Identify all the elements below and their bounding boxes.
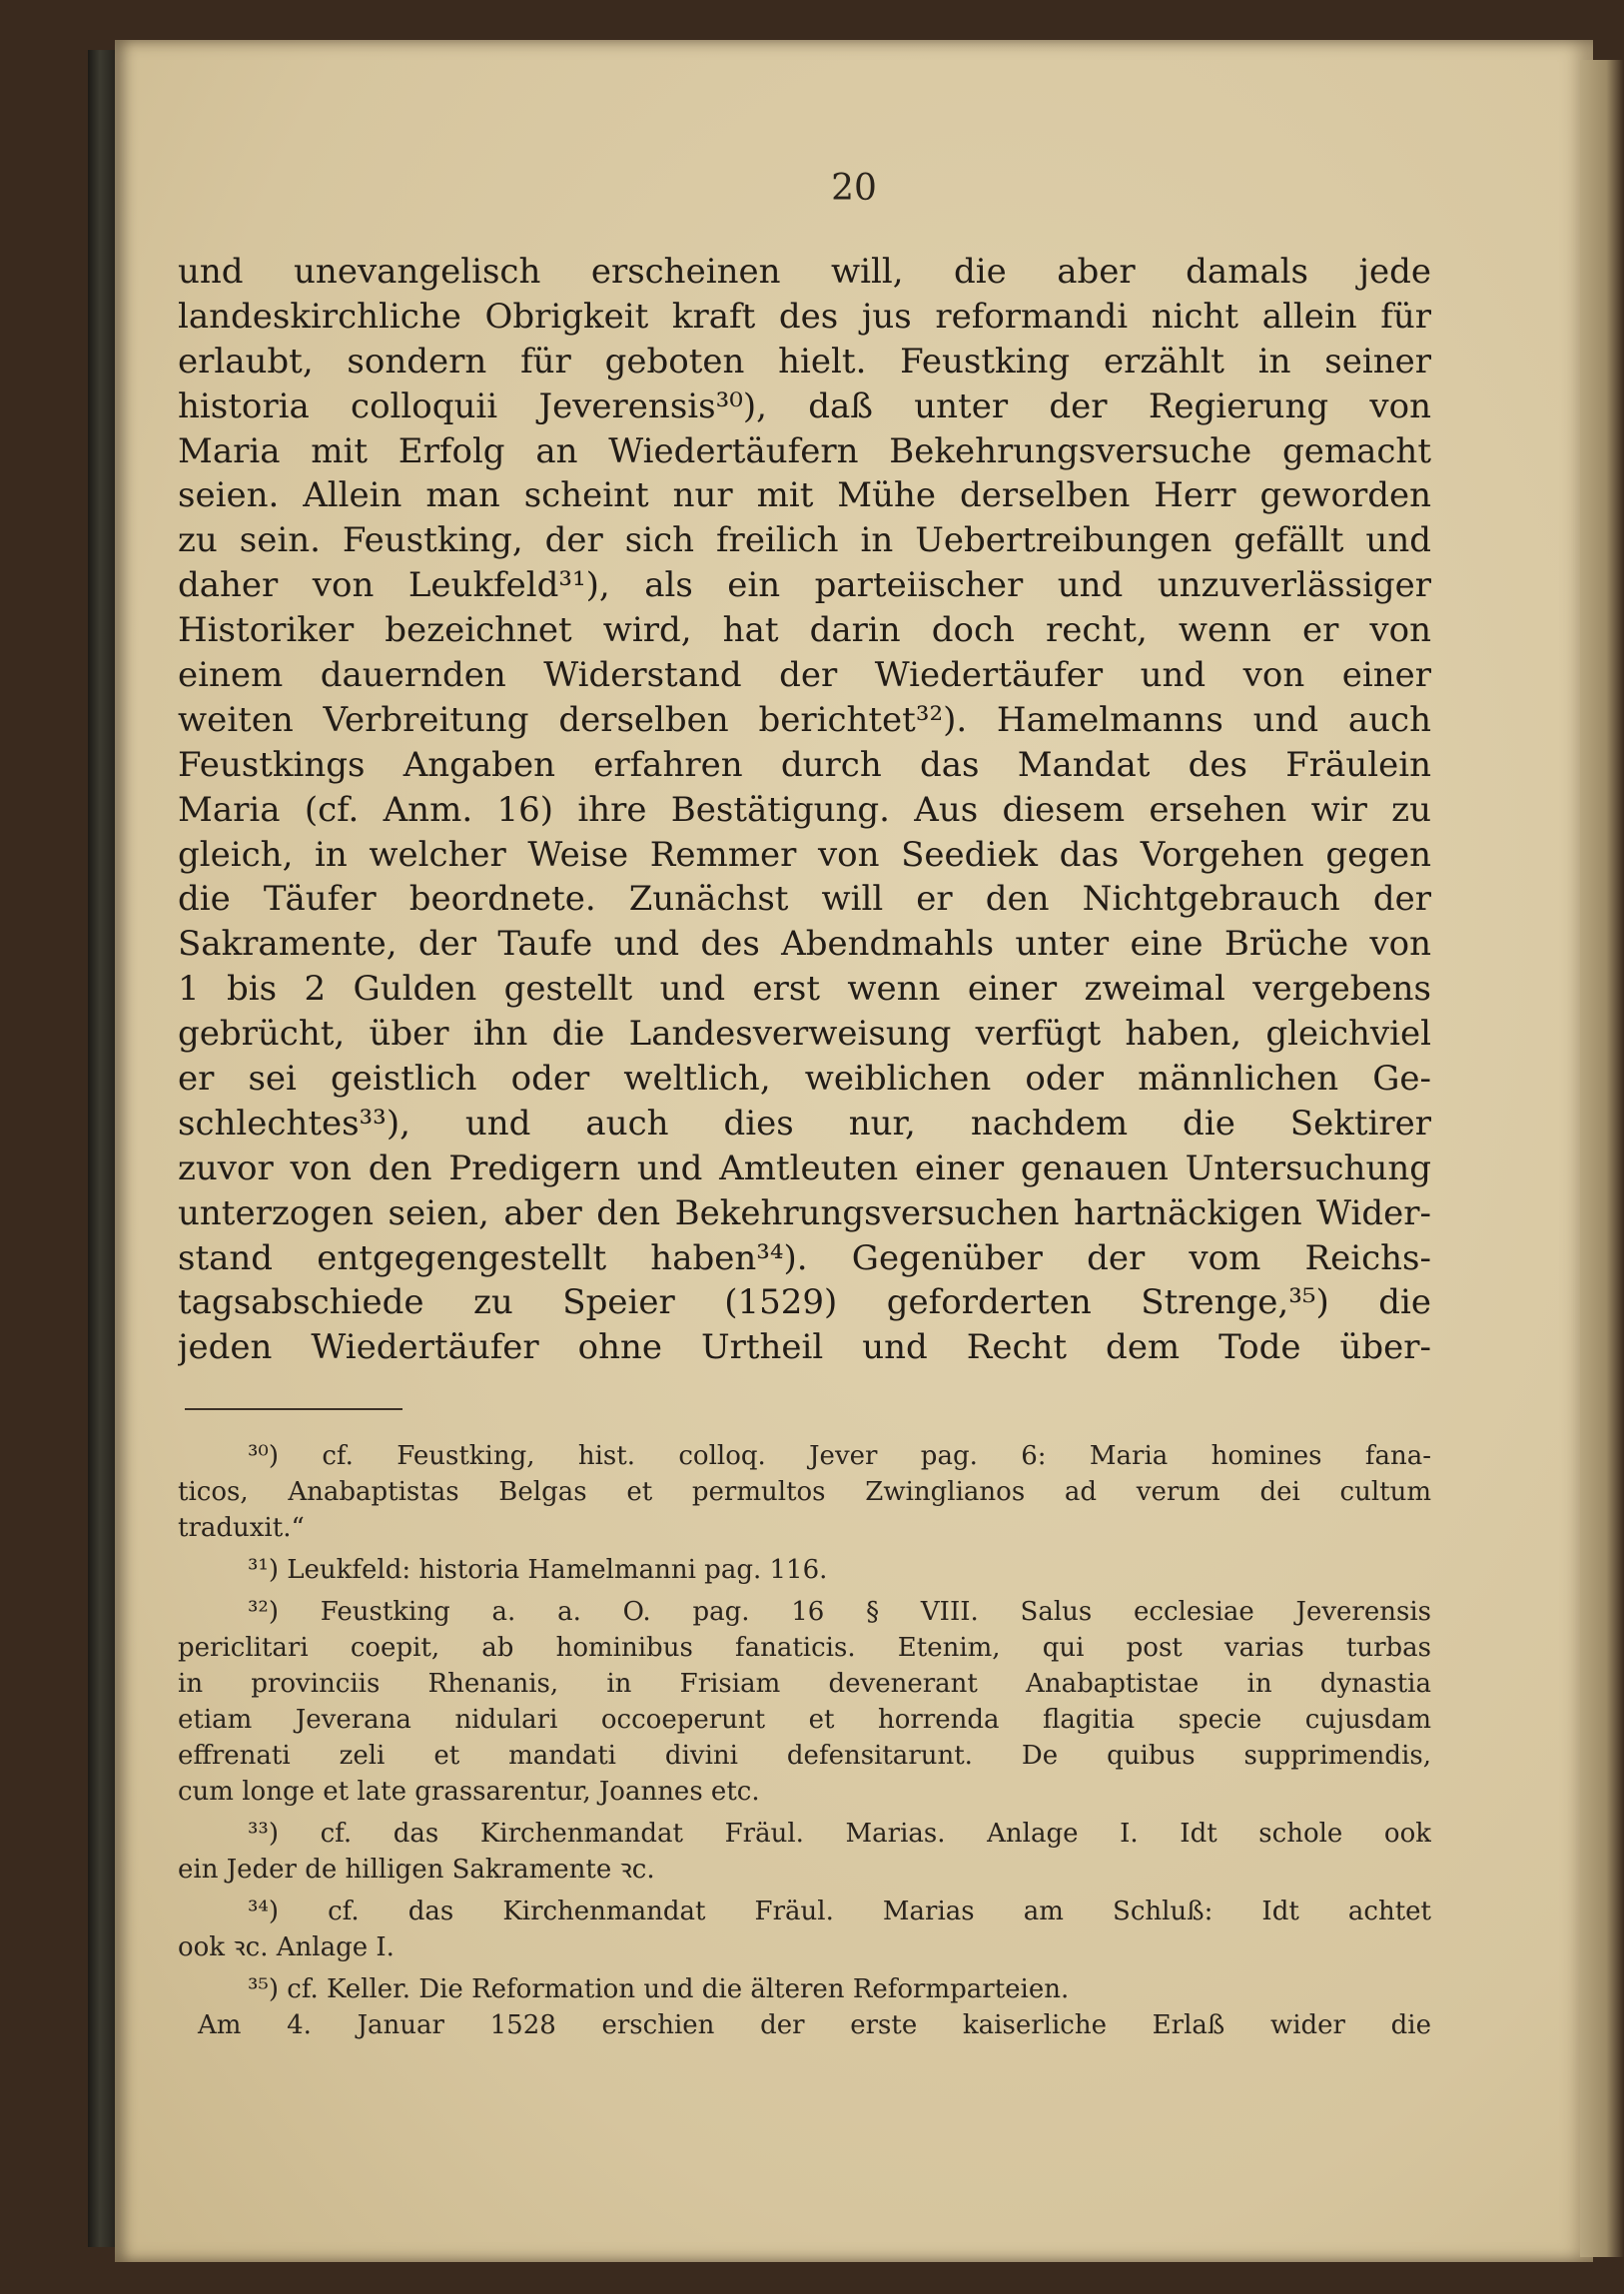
footnote-line: periclitari coepit, ab hominibus fanaticis. Etenim, qui post varias turbas bbox=[178, 1633, 1431, 1663]
body-line: schlechtes³³), und auch dies nur, nachdem die Sektirer bbox=[178, 1103, 1431, 1144]
footnotes bbox=[178, 1438, 1431, 2049]
footnote-line: ³³) cf. das Kirchenmandat Fräul. Marias. Anlage I. Idt schole ook bbox=[248, 1819, 1431, 1849]
footnote-line: ³²) Feustking a. a. O. pag. 16 § VIII. Salus ecclesiae Jeverensis bbox=[248, 1597, 1431, 1627]
footnote-line: ³¹) Leukfeld: historia Hamelmanni pag. 116. bbox=[248, 1555, 828, 1585]
footnote-32 bbox=[178, 1594, 1431, 1810]
body-line: zuvor von den Predigern und Amtleuten einer genauen Untersuchung bbox=[178, 1147, 1431, 1188]
body-line: weiten Verbreitung derselben berichtet³²). Hamelmanns und auch bbox=[178, 699, 1431, 740]
footnote-line: ticos, Anabaptistas Belgas et permultos Zwinglianos ad verum dei cultum bbox=[178, 1477, 1431, 1507]
footnote-line: traduxit.“ bbox=[178, 1513, 305, 1543]
footnote-35 bbox=[178, 1971, 1431, 2043]
page-edge bbox=[1580, 60, 1624, 2257]
body-line: Historiker bezeichnet wird, hat darin doch recht, wenn er von bbox=[178, 610, 1431, 651]
footnote-33 bbox=[178, 1816, 1431, 1888]
body-line: gleich, in welcher Weise Remmer von Seediek das Vorgehen gegen bbox=[178, 834, 1431, 875]
body-line: und unevangelisch erscheinen will, die aber damals jede bbox=[178, 252, 1431, 292]
body-line: zu sein. Feustking, der sich freilich in Uebertreibungen gefällt und bbox=[178, 520, 1431, 561]
footnote-line: etiam Jeverana nidulari occoeperunt et horrenda flagitia specie cujusdam bbox=[178, 1705, 1431, 1735]
footnote-line: in provinciis Rhenanis, in Frisiam devenerant Anabaptistae in dynastia bbox=[178, 1669, 1431, 1699]
body-line: stand entgegengestellt haben³⁴). Gegenüber der vom Reichs- bbox=[178, 1237, 1431, 1278]
body-line: er sei geistlich oder weltlich, weiblichen oder männlichen Ge- bbox=[178, 1059, 1431, 1100]
footnote-line: effrenati zeli et mandati divini defensitarunt. De quibus supprimendis, bbox=[178, 1741, 1431, 1771]
body-line: die Täufer beordnete. Zunächst will er den Nichtgebrauch der bbox=[178, 879, 1431, 920]
body-line: 1 bis 2 Gulden gestellt und erst wenn einer zweimal vergebens bbox=[178, 969, 1431, 1010]
body-line: landeskirchliche Obrigkeit kraft des jus reformandi nicht allein für bbox=[178, 296, 1431, 337]
footnote-30 bbox=[178, 1438, 1431, 1546]
body-line: Maria mit Erfolg an Wiedertäufern Bekehrungsversuche gemacht bbox=[178, 430, 1431, 471]
book-spine bbox=[88, 50, 118, 2247]
footnote-line: ³⁰) cf. Feustking, hist. colloq. Jever pag. 6: Maria homines fana- bbox=[248, 1441, 1431, 1471]
footnote-line: ³⁴) cf. das Kirchenmandat Fräul. Marias am Schluß: Idt achtet bbox=[248, 1897, 1431, 1926]
body-line: gebrücht, über ihn die Landesverweisung verfügt haben, gleichviel bbox=[178, 1014, 1431, 1055]
body-text bbox=[178, 250, 1431, 1370]
page-number: 20 bbox=[831, 168, 877, 209]
body-line: Sakramente, der Taufe und des Abendmahls unter eine Brüche von bbox=[178, 924, 1431, 965]
footnote-31 bbox=[178, 1552, 1431, 1588]
body-line: seien. Allein man scheint nur mit Mühe derselben Herr geworden bbox=[178, 475, 1431, 516]
body-line: einem dauernden Widerstand der Wiedertäufer und von einer bbox=[178, 655, 1431, 696]
body-line: historia colloquii Jeverensis³⁰), daß unter der Regierung von bbox=[178, 385, 1431, 426]
body-line: tagsabschiede zu Speier (1529) geforderten Strenge,³⁵) die bbox=[178, 1282, 1431, 1323]
body-line: Feustkings Angaben erfahren durch das Mandat des Fräulein bbox=[178, 744, 1431, 785]
body-line: daher von Leukfeld³¹), als ein parteiischer und unzuverlässiger bbox=[178, 565, 1431, 606]
footnote-line: Am 4. Januar 1528 erschien der erste kaiserliche Erlaß wider die bbox=[198, 2010, 1431, 2040]
footnote-line: ein Jeder de hilligen Sakramente ꝛc. bbox=[178, 1855, 655, 1885]
footnote-line: ³⁵) cf. Keller. Die Reformation und die älteren Reformparteien. bbox=[248, 1974, 1070, 2004]
body-line: unterzogen seien, aber den Bekehrungsversuchen hartnäckigen Wider- bbox=[178, 1192, 1431, 1233]
footnote-34 bbox=[178, 1894, 1431, 1965]
body-line: Maria (cf. Anm. 16) ihre Bestätigung. Aus diesem ersehen wir zu bbox=[178, 789, 1431, 830]
footnote-line: cum longe et late grassarentur, Joannes etc. bbox=[178, 1777, 760, 1807]
body-line: jeden Wiedertäufer ohne Urtheil und Recht dem Tode über- bbox=[178, 1327, 1431, 1368]
footnote-line: ook ꝛc. Anlage I. bbox=[178, 1932, 395, 1962]
footnote-divider bbox=[185, 1408, 403, 1410]
body-line: erlaubt, sondern für geboten hielt. Feustking erzählt in seiner bbox=[178, 341, 1431, 382]
